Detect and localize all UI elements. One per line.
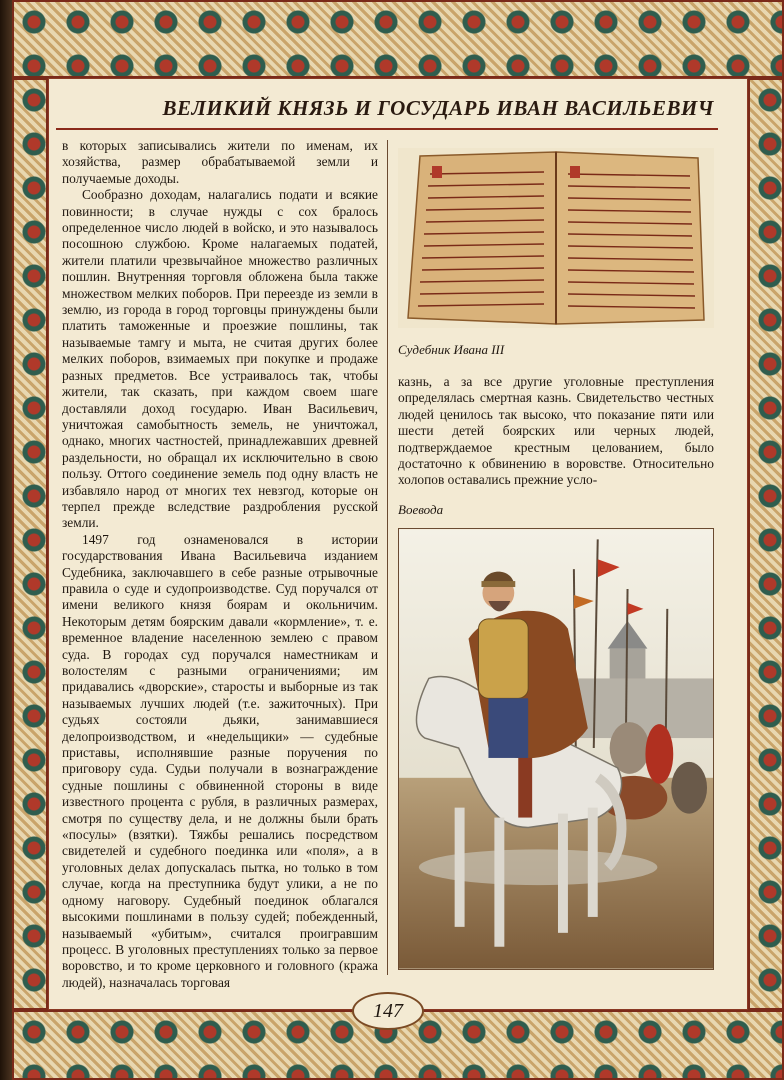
ornament-border-right <box>748 78 784 1010</box>
book-binding <box>0 0 12 1080</box>
paragraph: 1497 год ознаменовался в истории государствования Ивана Васильевича изданием Судебника, заключавшего в себе разные отрывочные правила о суде и судопроизводстве. Суд поручался от имени великого князя боярам и окольничим. Некоторым детям боярским давали «кормление», т. е. временное владение населенною землею с правом суда. В городах суд поручался наместникам и волостелям с разными ограничениями; им придавались «дворские», старосты и выборные из так называемых лучших людей (т.е. зажиточных). При судьях состояли дьяки, занимавшиеся делопроизводством, и «недельщики» — судебные приставы, исполнявшие разные поручения по приговору суда. Судьи получали в вознаграждение судные пошлины с обвиненной стороны в виде известного процента с рубля, в различных размерах, смотря по существу дела, и не должны были брать «посулы» (взятки). Тяжбы решались посредством свидетелей и судебного поединка или «поля», а в уголовных делах допускалась пытка, но только в том случае, когда на преступника будут улики, а не по одному наговору. Судебный поединок облагался высокими пошлинами в пользу судей; побежденный, называемый «убитым», считался проигравшим процесс. В уголовных преступлениях только за первое воровство, и то кроме церковного и головного (кража людей), назначалась торговая <box>62 531 378 990</box>
column-divider <box>387 140 388 975</box>
figure-caption: Воевода <box>398 502 444 517</box>
page-number: 147 <box>352 992 424 1030</box>
voevoda-painting <box>398 528 714 970</box>
ornament-border-left <box>12 78 48 1010</box>
figure-caption: Судебник Ивана III <box>398 342 505 357</box>
paragraph: в которых записывались жители по именам, их хозяйства, размер обрабатываемой земли и получаемые доходы. <box>62 138 378 186</box>
left-column-text <box>62 138 378 991</box>
sudebnik-manuscript-image <box>398 148 714 328</box>
running-header <box>56 92 718 130</box>
paragraph: казнь, а за все другие уголовные преступления определялась смертная казнь. Свидетельство честных людей ценилось так высоко, что показание пяти или шести детей боярских или черных людей, подтверждаемое крестным целованием, было достаточно к обвинению в воровстве. Относительно холопов оставались прежние усло- <box>398 374 714 488</box>
right-column-text <box>398 374 714 489</box>
page-title: ВЕЛИКИЙ КНЯЗЬ И ГОСУДАРЬ ИВАН ВАСИЛЬЕВИЧ <box>162 96 714 120</box>
ornament-border-top <box>12 0 784 78</box>
paragraph: Сообразно доходам, налагались подати и всякие повинности; в случае нужды с сох бралось определенное число людей в войско, и это называлось посошною службою. Кроме налагаемых податей, жители платили чрезвычайное множество различных пошлин. Внутренняя торговля обложена была также множеством мелких поборов. При переезде из земли в землю, из города в город торговцы принуждены были платить таможенные и проезжие пошлины, так называемые тамгу и мыта, не считая других более мелких поборов, взимаемых при покупке и продаже разных предметов. Все устраивалось так, чтобы жители, так сказать, при каждом своем шаге доставляли доход государю. Иван Васильевич, уничтожая самобытность земель, не уничтожал, однако, многих частностей, принадлежавших древней раздельности, но обращал их исключительно в свою пользу. Оттого соединение земель под одну власть не избавляло народ от многих тех невзгод, которые он терпел прежде вследствие раздробления русской земли. <box>62 187 378 531</box>
